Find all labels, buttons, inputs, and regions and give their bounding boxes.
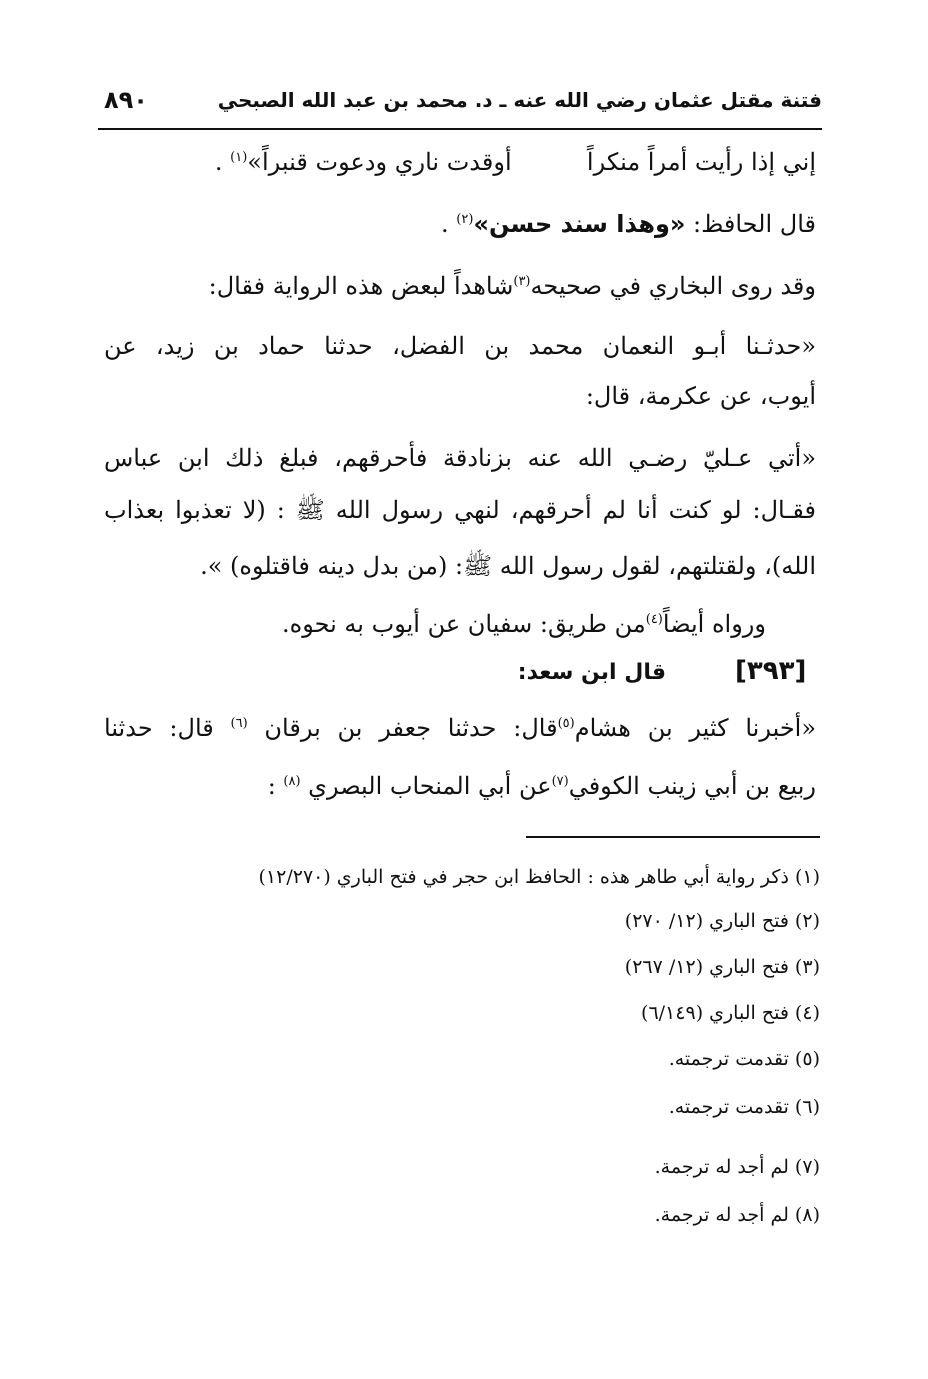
footnote: (٦) تقدمت ترجمته. bbox=[668, 1096, 820, 1118]
footnote-ref: (٦) bbox=[230, 716, 248, 731]
text-segment: قال: حدثنا جعفر بن برقان bbox=[247, 714, 558, 742]
text-segment: وقد روى البخاري في صحيحه bbox=[530, 272, 816, 300]
running-title: فتنة مقتل عثمان رضي الله عنه ـ د. محمد بن عبد الله الصبحي bbox=[217, 88, 822, 112]
text-line: قال الحافظ: «وهذا سند حسن»$^{(٢)}$ . bbox=[441, 210, 816, 238]
footnote: (٣) فتح الباري (١٢/ ٢٦٧) bbox=[624, 956, 820, 978]
text-segment: قال الحافظ: bbox=[685, 210, 816, 238]
footnote: (٨) لم أجد له ترجمة. bbox=[654, 1204, 820, 1226]
poem-hemistich-2: أوقدت ناري ودعوت قنبراً» bbox=[247, 148, 512, 176]
text-segment: ورواه أيضاً bbox=[662, 610, 766, 638]
footnote-ref: (١) bbox=[230, 150, 248, 165]
footnote-ref: (٢) bbox=[456, 212, 474, 227]
poem-hemistich-1: إني إذا رأيت أمراً منكراً bbox=[586, 148, 816, 176]
footnote-ref: (٣) bbox=[513, 274, 531, 289]
footnote: (٢) فتح الباري (١٢/ ٢٧٠) bbox=[624, 910, 820, 932]
footnote: (٧) لم أجد له ترجمة. bbox=[654, 1156, 820, 1178]
text-line bbox=[282, 604, 766, 644]
footnote-ref: (٧) bbox=[551, 774, 569, 789]
page-number: ٨٩٠ bbox=[104, 86, 148, 114]
footnote-ref: (٥) bbox=[557, 716, 575, 731]
footnote-rule bbox=[526, 836, 820, 838]
footnote: (٥) تقدمت ترجمته. bbox=[668, 1048, 820, 1070]
poem-line: إني إذا رأيت أمراً منكراً أوقدت ناري ودعوت قنبراً»$^{(١)}$ . bbox=[214, 148, 816, 176]
page-header bbox=[98, 86, 822, 126]
text-segment: عن أبي المنحاب البصري bbox=[300, 772, 552, 800]
text-segment: «أخبرنا كثير بن هشام bbox=[574, 714, 817, 742]
text-segment: شاهداً لبعض هذه الرواية فقال: bbox=[208, 272, 514, 300]
text-line bbox=[104, 708, 816, 748]
text-line: الله)، ولقتلتهم، لقول رسول الله ﷺ: (من بدل دينه فاقتلوه) ». bbox=[200, 552, 816, 580]
section-heading: قال ابن سعد: bbox=[517, 660, 666, 685]
footnote-ref: (٨) bbox=[283, 774, 301, 789]
text-line: أيوب، عن عكرمة، قال: bbox=[585, 382, 816, 410]
text-line: «أتي عـليّ رضـي الله عنه بزنادقة فأحرقهم، فبلغ ذلك ابن عباس bbox=[104, 444, 816, 472]
footnote: (١) ذكر رواية أبي طاهر هذه : الحافظ ابن حجر في فتح الباري (١٢/٢٧٠) bbox=[258, 866, 820, 888]
footnote-ref: (٤) bbox=[645, 612, 663, 627]
text-segment: : bbox=[267, 772, 284, 800]
text-line: «حدثـنا أبـو النعمان محمد بن الفضل، حدثنا حماد بن زيد، عن bbox=[104, 332, 816, 360]
header-rule bbox=[98, 128, 822, 130]
footnote: (٤) فتح الباري (٦/١٤٩) bbox=[641, 1002, 820, 1024]
text-segment: ربيع بن أبي زينب الكوفي bbox=[568, 772, 816, 800]
text-line: فقـال: لو كنت أنا لم أحرقهم، لنهي رسول الله ﷺ : (لا تعذبوا بعذاب bbox=[104, 496, 816, 524]
text-segment: من طريق: سفيان عن أيوب به نحوه. bbox=[282, 610, 646, 638]
text-line bbox=[268, 766, 816, 806]
text-line bbox=[209, 266, 816, 306]
section-number: [٣٩٣] bbox=[735, 656, 807, 686]
text-segment: قال: حدثنا bbox=[104, 714, 231, 742]
bold-quote: «وهذا سند حسن» bbox=[473, 210, 686, 238]
